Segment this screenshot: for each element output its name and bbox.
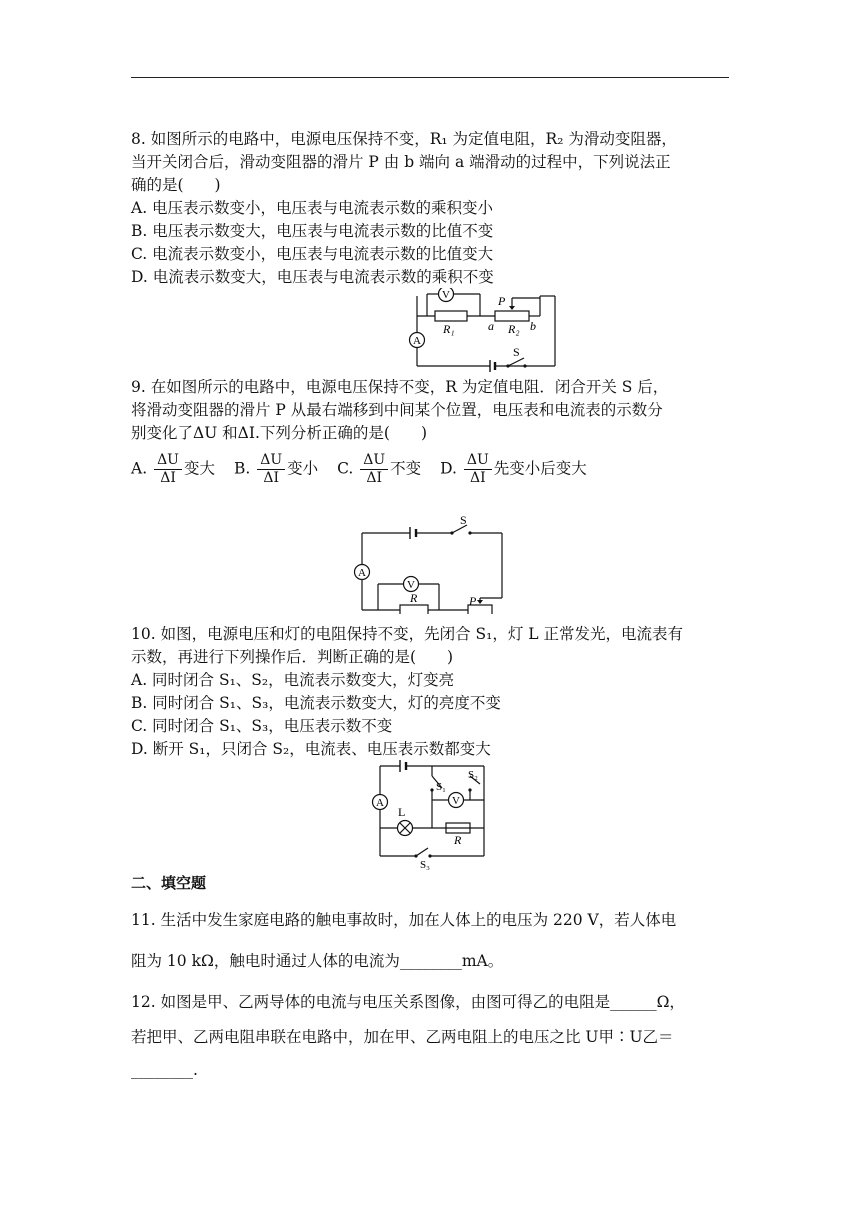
q10-s1-label: S₁ <box>436 781 446 793</box>
q8-r2-label: R₂ <box>508 322 520 336</box>
q10-s2-label: S₂ <box>468 769 478 781</box>
q10-option-b[interactable]: B. 同时闭合 S₁、S₃，电流表示数变大，灯的亮度不变 <box>131 694 501 712</box>
q12-stem-line1: 12. 如图是甲、乙两导体的电流与电压关系图像，由图可得乙的电阻是______Ω， <box>131 993 685 1011</box>
q8-stem-line1: 8. 如图所示的电路中，电源电压保持不变，R₁ 为定值电阻，R₂ 为滑动变阻器， <box>131 130 677 148</box>
q10-r-label: R <box>454 833 462 847</box>
q8-p-label: P <box>498 294 506 308</box>
q8-circuit-diagram <box>400 288 560 372</box>
q8-s-label: S <box>513 345 520 359</box>
q9-stem-line1: 9. 在如图所示的电路中，电源电压保持不变，R 为定值电阻．闭合开关 S 后， <box>131 378 669 396</box>
q10-ammeter-label: A <box>376 797 384 809</box>
q9-circuit-diagram <box>352 514 512 614</box>
q8-option-d[interactable]: D. 电流表示数变大，电压表与电流表示数的乘积不变 <box>131 268 494 286</box>
q8-option-b[interactable]: B. 电压表示数变大，电压表与电流表示数的比值不变 <box>131 222 494 240</box>
q10-option-a[interactable]: A. 同时闭合 S₁、S₂，电流表示数变大，灯变亮 <box>131 671 455 689</box>
q10-circuit-diagram <box>368 760 492 870</box>
q8-voltmeter-label: V <box>442 289 450 301</box>
q10-option-c[interactable]: C. 同时闭合 S₁、S₃，电压表示数不变 <box>131 717 393 735</box>
q12-stem-line3: ________. <box>131 1061 198 1079</box>
q8-stem-line3: 确的是( ) <box>131 176 221 194</box>
q8-a-label: a <box>488 319 494 333</box>
q9-stem-line2: 将滑动变阻器的滑片 P 从最右端移到中间某个位置，电压表和电流表的示数分 <box>131 401 663 419</box>
q9-s-label: S <box>460 514 467 527</box>
q9-r-label: R <box>410 591 418 605</box>
q11-stem-line1: 11. 生活中发生家庭电路的触电事故时，加在人体上的电压为 220 V，若人体电 <box>131 911 677 929</box>
q8-option-a[interactable]: A. 电压表示数变小，电压表与电流表示数的乘积变小 <box>131 199 494 217</box>
q9-stem-line3: 别变化了ΔU 和ΔI.下列分析正确的是( ) <box>131 424 428 442</box>
q10-s3-label: S₃ <box>420 859 430 870</box>
q8-stem-line2: 当开关闭合后，滑动变阻器的滑片 P 由 b 端向 a 端滑动的过程中，下列说法正 <box>131 153 671 171</box>
q9-voltmeter-label: V <box>407 579 415 591</box>
q10-voltmeter-label: V <box>452 795 460 807</box>
q10-option-d[interactable]: D. 断开 S₁，只闭合 S₂，电流表、电压表示数都变大 <box>131 740 491 758</box>
q8-b-label: b <box>530 319 536 333</box>
q10-stem-line2: 示数，再进行下列操作后．判断正确的是( ) <box>131 648 454 666</box>
q8-r1-label: R₁ <box>443 322 455 336</box>
q8-option-c[interactable]: C. 电流表示数变小，电压表与电流表示数的比值变大 <box>131 245 494 263</box>
q9-option-c[interactable]: C. $\frac{\Delta U}{\Delta I}$ 不变 <box>337 452 422 486</box>
q10-lamp-label: L <box>398 805 406 819</box>
q9-option-b[interactable]: B. $\frac{\Delta U}{\Delta I}$ 变小 <box>233 452 319 486</box>
q12-stem-line2: 若把甲、乙两电阻串联在电路中，加在甲、乙两电阻上的电压之比 U甲∶U乙＝ <box>131 1028 674 1046</box>
header-rule <box>131 77 729 78</box>
q9-option-d[interactable]: D. $\frac{\Delta U}{\Delta I}$ 先变小后变大 <box>440 452 587 486</box>
q8-ammeter-label: A <box>413 335 421 347</box>
q10-stem-line1: 10. 如图，电源电压和灯的电阻保持不变，先闭合 S₁，灯 L 正常发光，电流表有 <box>131 625 683 643</box>
q9-options <box>131 452 587 487</box>
q9-ammeter-label: A <box>358 567 366 579</box>
section-heading-fill-in: 二、填空题 <box>131 874 207 892</box>
q11-stem-line2: 阻为 10 kΩ，触电时通过人体的电流为________mA。 <box>131 952 504 970</box>
q9-option-a[interactable]: A. $\frac{\Delta U}{\Delta I}$ 变大 <box>131 452 215 486</box>
q9-p-label: P <box>469 594 477 608</box>
